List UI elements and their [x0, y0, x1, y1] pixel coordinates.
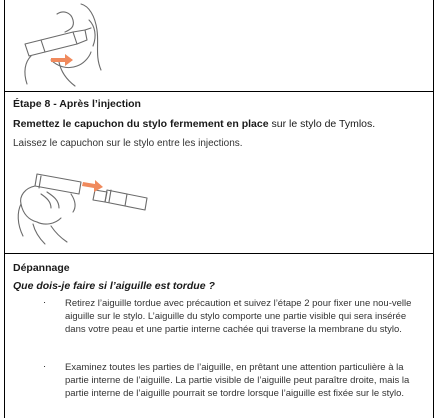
- step-8-instruction: [13, 118, 375, 130]
- list-item-text: Examinez toutes les parties de l’aiguille, en prêtant une attention particulière à la partie interne de l’aiguille. La partie visible de l’aiguille peut paraître droite, mais la partie interne de l’aiguille pourrait se tordre lorsque l’aiguille est fixée sur le stylo.: [65, 362, 410, 399]
- bullet-marker: ·: [43, 361, 47, 372]
- step-8-instruction-rest: sur le stylo de Tymlos.: [268, 118, 376, 130]
- previous-step-cell: [5, 0, 433, 92]
- bullet-marker: ·: [43, 297, 47, 308]
- recap-pen-illustration: [11, 164, 151, 246]
- troubleshooting-title: Dépannage: [13, 262, 70, 274]
- list-item-text: Retirez l’aiguille tordue avec précaution et suivez l’étape 2 pour fixer une nou-velle aiguille sur le stylo. L’aiguille du stylo comporte une partie visible qui sera insérée dans votre peau et une partie interne cachée qui traverse la membrane du stylo.: [65, 298, 412, 335]
- pen-needle-removal-illustration: [11, 0, 111, 88]
- step-8-note: Laissez le capuchon sur le stylo entre les injections.: [13, 138, 243, 149]
- troubleshooting-question: Que dois-je faire si l’aiguille est tordue ?: [13, 280, 215, 292]
- step-8-instruction-bold: Remettez le capuchon du stylo fermement en place: [13, 118, 269, 130]
- step-8-title: Étape 8 - Après l’injection: [13, 98, 141, 110]
- troubleshooting-cell: [5, 255, 433, 418]
- direction-arrow-icon: [51, 54, 73, 66]
- direction-arrow-icon: [82, 180, 103, 192]
- step-8-cell: [5, 92, 433, 254]
- instructions-document: [4, 0, 434, 418]
